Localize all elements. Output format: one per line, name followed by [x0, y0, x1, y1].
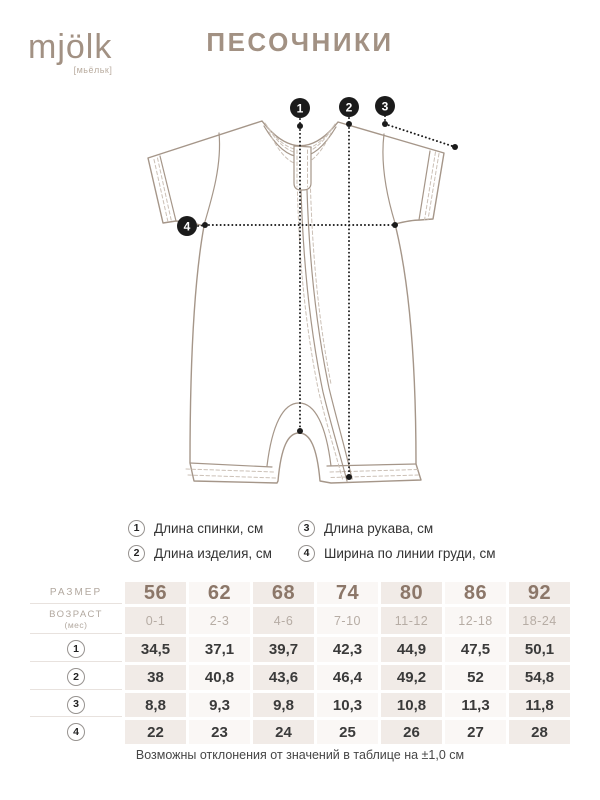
measure-value: 8,8 [145, 696, 166, 714]
measure-value: 43,6 [268, 669, 299, 686]
size-table [30, 582, 570, 744]
age-row-label-sub: (мес) [64, 619, 88, 630]
measure-row-label-2 [30, 665, 122, 690]
measure-number-circle: 2 [67, 668, 85, 686]
legend-label: Ширина по линии груди, см [324, 546, 496, 561]
measure-value: 22 [147, 723, 164, 741]
legend-item-4 [298, 542, 496, 565]
value-cell [381, 665, 442, 690]
measure-row-label-1 [30, 637, 122, 662]
measure-number-circle: 3 [67, 696, 85, 714]
measure-value: 38 [147, 669, 164, 686]
value-cell [253, 720, 314, 744]
legend-label: Длина спинки, см [154, 521, 264, 536]
size-header-cell [253, 582, 314, 604]
measure-value: 9,3 [209, 696, 230, 714]
romper-drawing [148, 121, 444, 483]
endpoint-dot [382, 121, 388, 127]
measure-row-label-4 [30, 720, 122, 744]
legend-number-circle: 2 [128, 545, 145, 562]
measure-value: 27 [467, 723, 484, 741]
measure-value: 23 [211, 723, 228, 741]
endpoint-dot [202, 222, 208, 228]
value-cell [317, 720, 378, 744]
age-value: 7-10 [333, 613, 362, 628]
value-cell [253, 637, 314, 662]
measure-value: 26 [403, 723, 420, 741]
value-cell [189, 693, 250, 717]
marker-2-number: 2 [345, 100, 353, 115]
legend-label: Длина рукава, см [324, 521, 434, 536]
brand-logo-text: mjölk [28, 28, 113, 66]
age-value: 12-18 [458, 613, 493, 628]
measure-value: 34,5 [140, 641, 171, 658]
endpoint-dot [346, 121, 352, 127]
endpoint-dot [297, 123, 303, 129]
legend-number-circle: 3 [298, 520, 315, 537]
legend-number-circle: 1 [128, 520, 145, 537]
marker-3-number: 3 [381, 99, 389, 114]
measure-value: 9,8 [273, 696, 294, 714]
age-cell [253, 607, 314, 634]
value-cell [445, 665, 506, 690]
size-value: 74 [335, 581, 360, 604]
value-cell [253, 665, 314, 690]
page-title: ПЕСОЧНИКИ [206, 27, 394, 57]
value-cell [189, 720, 250, 744]
marker-4-number: 4 [183, 219, 191, 234]
size-value: 86 [463, 581, 488, 604]
value-cell [381, 693, 442, 717]
measure-value: 54,8 [524, 669, 555, 686]
value-cell [509, 693, 570, 717]
size-header-cell [125, 582, 186, 604]
age-cell [125, 607, 186, 634]
measure-value: 25 [339, 723, 356, 741]
value-cell [445, 720, 506, 744]
measure-value: 40,8 [204, 669, 235, 686]
age-cell [189, 607, 250, 634]
age-value: 4-6 [273, 613, 294, 628]
measure-value: 39,7 [268, 641, 299, 658]
value-cell [253, 693, 314, 717]
measure-value: 10,3 [332, 696, 363, 714]
age-cell [445, 607, 506, 634]
measure-value: 52 [467, 669, 484, 686]
legend-number-circle: 4 [298, 545, 315, 562]
measure-number-circle: 4 [67, 723, 85, 741]
value-cell [125, 637, 186, 662]
size-header-cell [317, 582, 378, 604]
age-value: 18-24 [522, 613, 557, 628]
size-value: 92 [527, 581, 552, 604]
size-header-cell [445, 582, 506, 604]
age-cell [509, 607, 570, 634]
measure-value: 46,4 [332, 669, 363, 686]
value-cell [125, 720, 186, 744]
endpoint-dot [392, 222, 398, 228]
age-row-label [30, 607, 122, 634]
value-cell [317, 665, 378, 690]
measure-value: 10,8 [396, 696, 427, 714]
brand-logo-subtext: [мьёльк] [73, 64, 113, 75]
value-cell [317, 693, 378, 717]
measure-value: 37,1 [204, 641, 235, 658]
measure-value: 24 [275, 723, 292, 741]
measure-value: 11,8 [525, 696, 554, 714]
size-row-label-text: РАЗМЕР [49, 587, 103, 598]
size-value: 68 [271, 581, 296, 604]
value-cell [125, 693, 186, 717]
endpoint-dot [452, 144, 458, 150]
value-cell [445, 693, 506, 717]
measure-value: 50,1 [524, 641, 555, 658]
size-value: 56 [143, 581, 168, 604]
measure-row-label-3 [30, 693, 122, 717]
age-row-label-text: ВОЗРАСТ [49, 608, 103, 620]
tolerance-note: Возможны отклонения от значений в таблице на ±1,0 см [135, 748, 465, 762]
size-row-label [30, 582, 122, 604]
age-cell [381, 607, 442, 634]
age-value: 2-3 [209, 613, 230, 628]
legend-label: Длина изделия, см [154, 546, 272, 561]
measure-value: 28 [531, 723, 548, 741]
size-header-cell [509, 582, 570, 604]
value-cell [381, 637, 442, 662]
measure-number-circle: 1 [67, 640, 85, 658]
marker-1-number: 1 [296, 101, 304, 116]
size-header-cell [189, 582, 250, 604]
value-cell [509, 637, 570, 662]
legend-item-3 [298, 517, 468, 540]
romper-measurement-diagram [0, 88, 600, 518]
measure-value: 42,3 [332, 641, 363, 658]
size-value: 80 [399, 581, 424, 604]
age-value: 0-1 [145, 613, 166, 628]
legend-item-2 [128, 542, 298, 565]
value-cell [381, 720, 442, 744]
value-cell [509, 720, 570, 744]
measure-value: 47,5 [460, 641, 491, 658]
legend-item-1 [128, 517, 298, 540]
measure-value: 11,3 [461, 696, 490, 714]
age-value: 11-12 [394, 613, 429, 628]
value-cell [125, 665, 186, 690]
size-header-cell [381, 582, 442, 604]
age-cell [317, 607, 378, 634]
size-value: 62 [207, 581, 232, 604]
value-cell [317, 637, 378, 662]
value-cell [445, 637, 506, 662]
value-cell [189, 665, 250, 690]
endpoint-dot [297, 428, 303, 434]
endpoint-dot [346, 474, 352, 480]
value-cell [509, 665, 570, 690]
measure-value: 44,9 [396, 641, 427, 658]
measure-value: 49,2 [396, 669, 427, 686]
measurement-legend [128, 517, 496, 565]
value-cell [189, 637, 250, 662]
